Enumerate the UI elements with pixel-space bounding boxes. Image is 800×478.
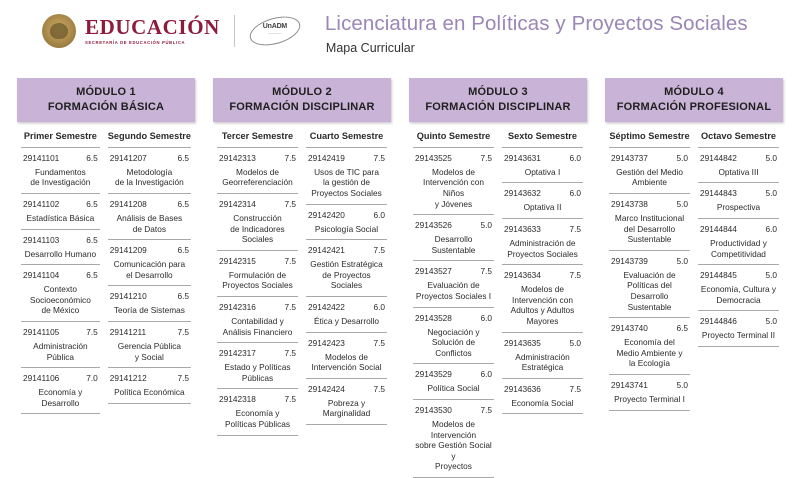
course-meta xyxy=(306,153,387,163)
course-name: Optativa II xyxy=(523,202,562,213)
course-code: 29142316 xyxy=(219,301,256,312)
course-meta xyxy=(108,373,191,383)
course-name: Teoría de Sistemas xyxy=(113,305,185,316)
course-card[interactable] xyxy=(698,148,779,184)
module-number: MÓDULO 4 xyxy=(664,86,724,98)
title-block xyxy=(325,12,748,55)
course-name: Gerencia Pública y Social xyxy=(117,340,181,362)
course-meta xyxy=(502,338,583,348)
curriculum-grid xyxy=(0,131,800,478)
course-card[interactable] xyxy=(413,364,494,400)
course-name: Administración Estratégica xyxy=(515,351,570,373)
course-card[interactable] xyxy=(217,389,298,435)
course-card[interactable] xyxy=(609,148,690,194)
course-code: 29144843 xyxy=(700,188,737,199)
course-code: 29142422 xyxy=(308,301,345,312)
course-credits: 7.5 xyxy=(373,383,385,394)
course-meta xyxy=(108,291,191,301)
course-card[interactable] xyxy=(306,333,387,379)
course-meta xyxy=(609,380,690,390)
course-card[interactable] xyxy=(413,308,494,365)
course-card[interactable] xyxy=(502,379,583,415)
course-name: Comunicación para el Desarrollo xyxy=(113,259,186,280)
course-code: 29142313 xyxy=(219,152,256,163)
course-card[interactable] xyxy=(609,318,690,375)
course-card[interactable] xyxy=(306,205,387,241)
course-name: Optativa I xyxy=(524,166,561,177)
sep-logo-subtitle: SECRETARÍA DE EDUCACIÓN PÚBLICA xyxy=(85,39,186,45)
course-name: Desarrollo Sustentable xyxy=(431,234,476,255)
course-card[interactable] xyxy=(21,148,100,194)
course-meta xyxy=(502,188,583,198)
course-card[interactable] xyxy=(108,286,191,322)
course-name: Modelos de Intervención con Niños y Jóvenes xyxy=(423,166,484,209)
course-code: 29144845 xyxy=(700,270,737,281)
course-card[interactable] xyxy=(609,251,690,318)
course-code: 29143741 xyxy=(611,380,648,390)
course-credits: 6.5 xyxy=(86,234,98,245)
course-card[interactable] xyxy=(306,379,387,425)
course-name: Estado y Políticas Públicas xyxy=(224,362,291,383)
course-credits: 6.5 xyxy=(177,291,189,302)
sep-logo-word: EDUCACIÓN xyxy=(85,14,220,39)
course-card[interactable] xyxy=(217,194,298,251)
semester-column xyxy=(605,131,694,478)
course-card[interactable] xyxy=(698,311,779,347)
course-credits: 7.5 xyxy=(373,245,385,256)
course-credits: 5.0 xyxy=(569,337,581,348)
course-credits: 7.5 xyxy=(569,223,581,234)
semester-header: Tercer Semestre xyxy=(217,131,298,148)
course-code: 29141104 xyxy=(23,270,60,281)
institutional-logos xyxy=(42,14,301,48)
course-name: Política Económica xyxy=(114,387,185,398)
course-code: 29143633 xyxy=(504,223,541,234)
course-credits: 7.5 xyxy=(284,198,296,209)
course-meta xyxy=(413,369,494,379)
course-meta xyxy=(108,327,191,337)
course-credits: 7.5 xyxy=(373,152,385,163)
course-name: Economía y Desarrollo xyxy=(38,387,83,408)
course-credits: 7.5 xyxy=(284,301,296,312)
course-meta xyxy=(21,199,100,209)
course-credits: 6.5 xyxy=(177,245,189,256)
course-name: Evaluación de Proyectos Sociales I xyxy=(415,280,492,301)
sep-logo-text xyxy=(85,14,220,45)
module-formation-type: FORMACIÓN DISCIPLINAR xyxy=(425,100,571,113)
course-meta xyxy=(108,245,191,255)
course-credits: 7.5 xyxy=(480,266,492,277)
course-meta xyxy=(21,327,100,337)
course-code: 29141212 xyxy=(109,373,147,384)
course-card[interactable] xyxy=(217,251,298,297)
course-credits: 7.5 xyxy=(284,255,296,266)
page-subtitle: Mapa Curricular xyxy=(325,41,415,55)
course-meta xyxy=(217,256,298,266)
module-number: MÓDULO 2 xyxy=(272,86,332,98)
course-code: 29143739 xyxy=(611,255,648,266)
course-credits: 5.0 xyxy=(765,316,777,327)
course-name: Estadística Básica xyxy=(26,212,95,223)
course-name: Modelos de Georreferenciación xyxy=(222,166,293,188)
course-meta xyxy=(698,270,779,280)
course-card[interactable] xyxy=(609,194,690,251)
course-card[interactable] xyxy=(108,148,191,194)
course-code: 29143632 xyxy=(504,188,541,199)
course-code: 29141209 xyxy=(109,245,147,256)
course-credits: 6.0 xyxy=(569,152,581,163)
semester-header: Séptimo Semestre xyxy=(609,131,690,148)
course-credits: 7.5 xyxy=(86,326,98,337)
course-code: 29142318 xyxy=(219,394,256,405)
course-name: Ética y Desarrollo xyxy=(313,315,379,326)
course-meta xyxy=(306,210,387,220)
module-number: MÓDULO 1 xyxy=(76,86,136,98)
course-name: Optativa III xyxy=(718,166,759,177)
course-credits: 6.0 xyxy=(480,312,492,323)
mexico-coat-of-arms-icon xyxy=(42,14,76,48)
course-credits: 6.0 xyxy=(765,223,777,234)
course-card[interactable] xyxy=(306,297,387,333)
course-code: 29143737 xyxy=(611,152,648,163)
course-code: 29144846 xyxy=(700,316,737,327)
course-name: Desarrollo Humano xyxy=(24,248,97,259)
semester-column xyxy=(17,131,104,478)
course-code: 29143635 xyxy=(504,337,541,348)
course-card[interactable] xyxy=(609,375,690,411)
course-code: 29141101 xyxy=(23,152,60,163)
course-credits: 5.0 xyxy=(676,255,688,266)
course-meta xyxy=(413,266,494,276)
course-name: Fundamentos de Investigación xyxy=(30,166,91,188)
module-column-group xyxy=(605,131,783,478)
course-credits: 5.0 xyxy=(676,380,688,390)
course-meta xyxy=(21,153,100,163)
course-credits: 7.5 xyxy=(569,383,581,394)
course-meta xyxy=(108,199,191,209)
course-code: 29143529 xyxy=(415,369,452,380)
course-credits: 5.0 xyxy=(676,152,688,163)
course-name: Evaluación de Políticas del Desarrollo Sustentable xyxy=(623,269,676,312)
course-name: Psicología Social xyxy=(314,223,379,234)
course-meta xyxy=(609,323,690,333)
course-card[interactable] xyxy=(698,219,779,265)
course-name: Negociación y Solución de Conflictos xyxy=(427,326,480,358)
course-card[interactable] xyxy=(21,265,100,322)
module-column-group xyxy=(213,131,391,478)
course-name: Contexto Socioeconómico de México xyxy=(29,284,91,316)
course-name: Usos de TIC para la gestión de Proyectos Sociales xyxy=(311,166,382,198)
course-credits: 7.5 xyxy=(177,373,189,384)
course-code: 29143631 xyxy=(504,152,541,163)
course-code: 29144844 xyxy=(700,223,737,234)
course-code: 29141207 xyxy=(109,152,147,163)
course-code: 29142420 xyxy=(308,209,345,220)
semester-column xyxy=(213,131,302,478)
course-name: Metodología de la Investigación xyxy=(115,166,184,188)
semester-column xyxy=(498,131,587,478)
course-meta xyxy=(21,270,100,280)
course-card[interactable] xyxy=(698,265,779,311)
semester-header: Cuarto Semestre xyxy=(306,131,387,148)
course-card[interactable] xyxy=(413,400,494,478)
course-name: Política Social xyxy=(427,383,480,394)
course-credits: 5.0 xyxy=(480,220,492,231)
course-credits: 6.0 xyxy=(373,301,385,312)
unadm-tagline: ————— xyxy=(268,32,282,35)
course-code: 29143525 xyxy=(415,152,452,163)
course-meta xyxy=(413,313,494,323)
course-name: Prospectiva xyxy=(716,202,761,213)
course-credits: 7.5 xyxy=(284,394,296,405)
course-code: 29141103 xyxy=(23,234,60,245)
course-card[interactable] xyxy=(108,194,191,240)
course-card[interactable] xyxy=(502,265,583,332)
unadm-wordmark: UnADM xyxy=(262,23,288,30)
semester-header: Octavo Semestre xyxy=(698,131,779,148)
course-card[interactable] xyxy=(217,148,298,194)
course-credits: 6.0 xyxy=(569,188,581,199)
course-card[interactable] xyxy=(21,230,100,266)
semester-column xyxy=(302,131,391,478)
course-name: Modelos de Intervención Social xyxy=(311,351,382,373)
course-code: 29141210 xyxy=(109,291,147,302)
module-column-group xyxy=(409,131,587,478)
course-code: 29142419 xyxy=(308,152,345,163)
course-meta xyxy=(609,153,690,163)
course-credits: 7.5 xyxy=(177,326,189,337)
course-card[interactable] xyxy=(413,148,494,215)
course-card[interactable] xyxy=(306,240,387,297)
module-formation-type: FORMACIÓN BÁSICA xyxy=(47,100,165,113)
course-credits: 6.5 xyxy=(86,152,98,163)
course-meta xyxy=(698,188,779,198)
page-title: Licenciatura en Políticas y Proyectos Sociales xyxy=(324,12,748,35)
course-credits: 5.0 xyxy=(765,270,777,281)
course-name: Economía Social xyxy=(511,397,574,408)
course-name: Proyecto Terminal I xyxy=(614,394,685,404)
course-name: Gestión del Medio Ambiente xyxy=(616,166,683,188)
semester-header: Quinto Semestre xyxy=(413,131,494,148)
course-meta xyxy=(217,153,298,163)
course-card[interactable] xyxy=(108,368,191,404)
course-code: 29142423 xyxy=(308,337,345,348)
course-card[interactable] xyxy=(502,333,583,379)
course-code: 29142421 xyxy=(308,245,345,256)
course-code: 29143636 xyxy=(504,383,541,394)
course-card[interactable] xyxy=(21,322,100,368)
course-credits: 6.5 xyxy=(86,270,98,281)
course-name: Economía y Políticas Públicas xyxy=(224,408,291,429)
semester-header: Primer Semestre xyxy=(21,131,100,148)
module-banner xyxy=(17,78,195,122)
course-name: Administración Pública xyxy=(33,340,88,362)
course-card[interactable] xyxy=(502,148,583,184)
course-name: Modelos de Intervención con Adultos y Adultos Mayores xyxy=(510,284,575,326)
semester-header: Sexto Semestre xyxy=(502,131,583,148)
course-meta xyxy=(502,384,583,394)
course-meta xyxy=(413,153,494,163)
course-code: 29143527 xyxy=(415,266,452,277)
course-meta xyxy=(502,153,583,163)
course-meta xyxy=(698,224,779,234)
course-code: 29141211 xyxy=(109,326,147,337)
course-code: 29142317 xyxy=(219,348,256,359)
course-credits: 7.0 xyxy=(86,373,98,384)
course-meta xyxy=(21,235,100,245)
course-meta xyxy=(306,302,387,312)
course-credits: 6.5 xyxy=(86,198,98,209)
course-card[interactable] xyxy=(306,148,387,205)
course-meta xyxy=(502,224,583,234)
course-credits: 7.5 xyxy=(480,152,492,163)
course-credits: 7.5 xyxy=(480,405,492,415)
course-name: Modelos de Intervención sobre Gestión Social y Proyectos xyxy=(415,419,492,472)
unadm-logo-icon xyxy=(249,16,301,46)
course-credits: 7.5 xyxy=(284,152,296,163)
module-formation-type: FORMACIÓN PROFESIONAL xyxy=(616,100,772,113)
semester-column xyxy=(694,131,783,478)
course-meta xyxy=(306,245,387,255)
course-code: 29144842 xyxy=(700,152,737,163)
module-formation-type: FORMACIÓN DISCIPLINAR xyxy=(229,100,375,113)
course-code: 29143634 xyxy=(504,270,541,281)
course-code: 29142314 xyxy=(219,198,256,209)
course-card[interactable] xyxy=(698,183,779,219)
course-card[interactable] xyxy=(108,322,191,368)
module-banner xyxy=(605,78,783,122)
page-header xyxy=(0,0,800,75)
course-code: 29143528 xyxy=(415,312,452,323)
course-meta xyxy=(609,199,690,209)
course-name: Contabilidad y Análisis Financiero xyxy=(222,315,293,337)
logo-divider xyxy=(234,15,235,47)
course-meta xyxy=(413,220,494,230)
course-meta xyxy=(698,153,779,163)
course-card[interactable] xyxy=(502,219,583,265)
course-card[interactable] xyxy=(502,183,583,219)
module-banner xyxy=(409,78,587,122)
course-credits: 7.5 xyxy=(569,270,581,281)
course-credits: 5.0 xyxy=(676,198,688,209)
course-meta xyxy=(413,405,494,415)
course-code: 29143530 xyxy=(415,405,452,415)
course-credits: 5.0 xyxy=(765,152,777,163)
course-meta xyxy=(21,373,100,383)
course-meta xyxy=(108,153,191,163)
course-credits: 7.5 xyxy=(373,337,385,348)
course-meta xyxy=(306,384,387,394)
course-code: 29141106 xyxy=(23,373,60,384)
course-meta xyxy=(306,338,387,348)
course-card[interactable] xyxy=(217,297,298,343)
course-card[interactable] xyxy=(108,240,191,286)
course-meta xyxy=(217,199,298,209)
course-meta xyxy=(609,256,690,266)
module-banner xyxy=(213,78,391,122)
course-meta xyxy=(217,394,298,404)
course-meta xyxy=(217,348,298,358)
course-card[interactable] xyxy=(21,194,100,230)
course-credits: 6.0 xyxy=(480,369,492,380)
course-credits: 6.5 xyxy=(177,198,189,209)
course-code: 29141102 xyxy=(23,198,60,209)
course-meta xyxy=(217,302,298,312)
course-credits: 5.0 xyxy=(765,188,777,199)
semester-column xyxy=(409,131,498,478)
course-meta xyxy=(502,270,583,280)
module-banner-row xyxy=(0,78,800,122)
course-credits: 6.0 xyxy=(373,209,385,220)
course-card[interactable] xyxy=(413,261,494,307)
module-number: MÓDULO 3 xyxy=(468,86,528,98)
course-name: Marco Institucional del Desarrollo Sustentable xyxy=(614,212,685,245)
course-name: Administración de Proyectos Sociales xyxy=(507,237,578,259)
course-credits: 7.5 xyxy=(284,348,296,359)
course-name: Formulación de Proyectos Sociales xyxy=(222,269,293,291)
semester-header: Segundo Semestre xyxy=(108,131,191,148)
course-name: Construcción de Indicadores Sociales xyxy=(230,212,285,245)
semester-column xyxy=(104,131,195,478)
course-name: Economía del Medio Ambiente y la Ecología xyxy=(616,337,683,369)
course-code: 29143526 xyxy=(415,220,452,231)
module-column-group xyxy=(17,131,195,478)
course-card[interactable] xyxy=(413,215,494,261)
course-name: Gestión Estratégica de Proyectos Sociales xyxy=(310,259,383,291)
course-card[interactable] xyxy=(217,343,298,389)
course-code: 29143738 xyxy=(611,198,648,209)
course-code: 29141105 xyxy=(23,326,60,337)
course-name: Proyecto Terminal II xyxy=(701,330,776,341)
course-card[interactable] xyxy=(21,368,100,414)
course-name: Productividad y Competitividad xyxy=(710,237,767,259)
course-code: 29141208 xyxy=(109,198,147,209)
course-meta xyxy=(698,316,779,326)
course-code: 29143740 xyxy=(611,323,648,334)
course-code: 29142424 xyxy=(308,383,345,394)
course-credits: 6.5 xyxy=(676,323,688,334)
course-name: Pobreza y Marginalidad xyxy=(322,397,371,419)
course-code: 29142315 xyxy=(219,255,256,266)
course-credits: 6.5 xyxy=(177,152,189,163)
course-name: Análisis de Bases de Datos xyxy=(116,212,183,234)
course-name: Economía, Cultura y Democracia xyxy=(700,284,777,305)
